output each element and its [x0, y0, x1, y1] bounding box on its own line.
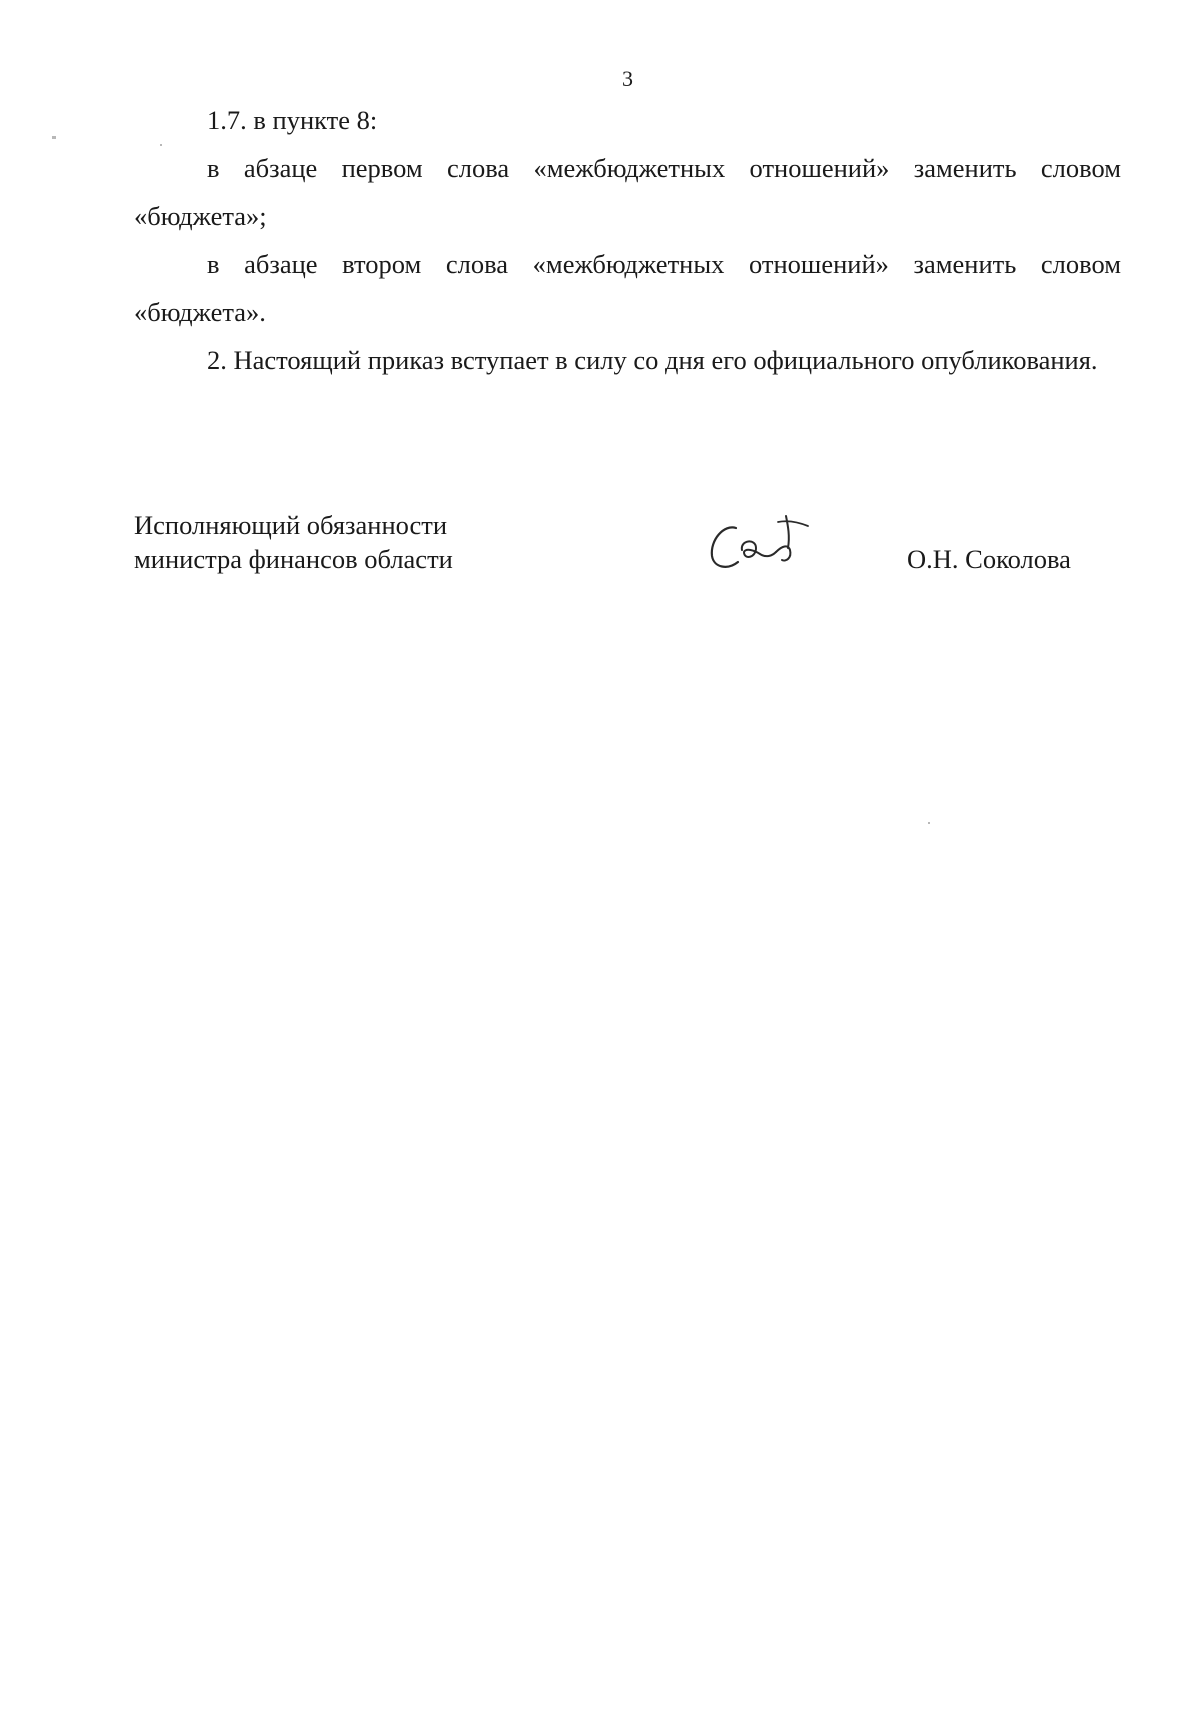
signatory-position: [134, 508, 453, 576]
signatory-name: О.Н. Соколова: [907, 544, 1071, 574]
paragraph-effective-date: 2. Настоящий приказ вступает в силу со дня его официального опубликования.: [207, 345, 1098, 375]
scan-artifact: [928, 822, 930, 824]
signatory-position-line-1: Исполняющий обязанности: [134, 510, 448, 540]
scan-artifact: [52, 136, 56, 139]
handwritten-signature: [702, 510, 812, 580]
scan-artifact: [160, 144, 162, 146]
paragraph-first-abzac: в абзаце первом слова «межбюджетных отношений» заменить словом «бюджета»;: [134, 153, 1121, 231]
signature-block: [134, 508, 1121, 598]
page-number: 3: [622, 66, 633, 91]
signatory-position-line-2: министра финансов области: [134, 544, 453, 574]
document-body: [134, 96, 1121, 384]
paragraph-second-abzac: в абзаце втором слова «межбюджетных отношений» заменить словом «бюджета».: [134, 249, 1121, 327]
paragraph-1-7: 1.7. в пункте 8:: [207, 105, 378, 135]
